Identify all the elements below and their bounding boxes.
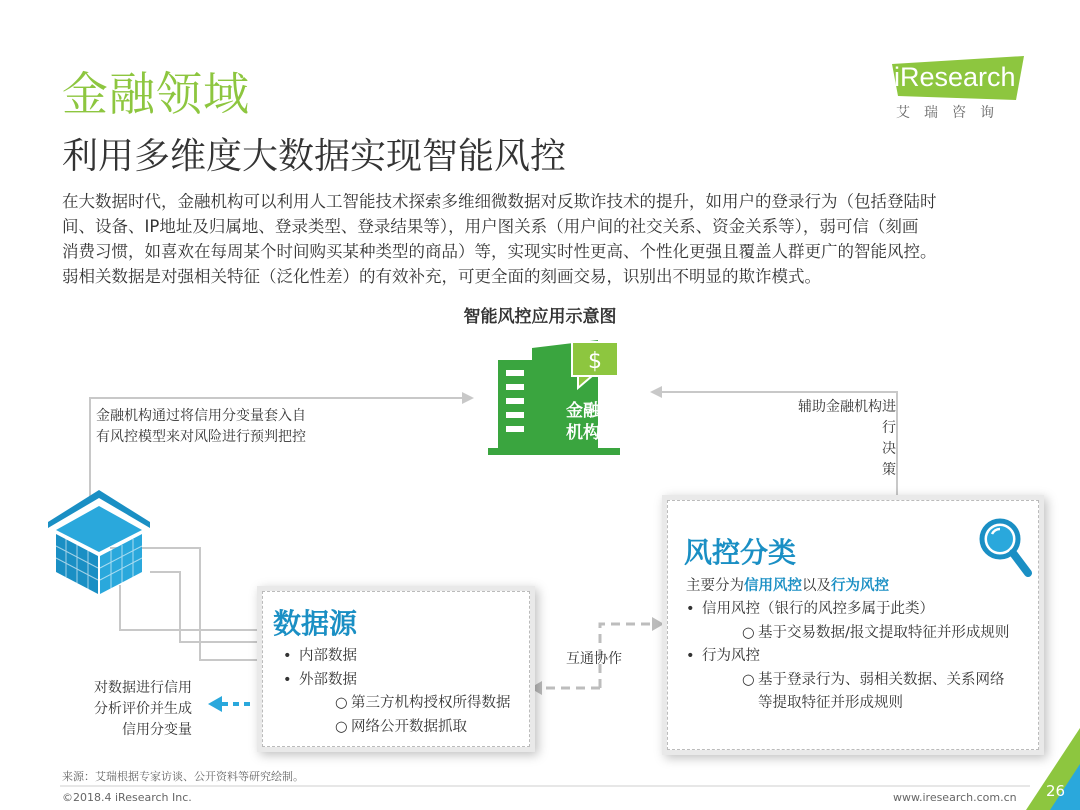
bullet: ○ [335,718,348,735]
copyright: ©2018.4 iResearch Inc. [62,791,192,804]
intro-line: 消费习惯，如喜欢在每周某个时间购买某种类型的商品）等，实现实时性更高、个性化更强且覆盖人群更广的智能风控。 [62,242,937,261]
bullet: • [283,671,292,688]
logo-tagline: 艾瑞咨询 [896,105,1008,121]
list-item-text: 第三方机构授权所得数据 [351,695,511,711]
list-item-text: 基于登录行为、弱相关数据、关系网络 [758,671,1005,688]
bullet: • [686,601,695,617]
bullet: ○ [335,695,348,711]
intro-line: 弱相关数据是对强相关特征（泛化性差）的有效补充，可更全面的刻画交易，识别出不明显的欺诈模式。 [62,267,821,286]
list-item-text: 基于交易数据/报文提取特征并形成规则 [758,624,1010,641]
note-line: 有风控模型来对风险进行预判把控 [96,429,306,445]
list-item-text: 外部数据 [299,671,357,688]
bullet: ○ [742,624,755,641]
risk-intro-text: 以及 [802,578,831,594]
list-item-text: 行为风控 [702,648,760,664]
risk-intro-highlight: 信用风控 [744,578,802,594]
list-item-text: 内部数据 [299,648,357,664]
bullet: ○ [742,671,755,688]
note-line: 信用分变量 [122,722,192,738]
page-number: 26 [1046,782,1066,800]
note-line: 对数据进行信用 [94,680,192,696]
list-item-text: 信用风控（银行的风控多属于此类） [702,601,934,617]
note-line: 金融机构通过将信用分变量套入自 [96,408,306,424]
diagram-title: 智能风控应用示意图 [463,307,617,327]
list-item-text: 等提取特征并形成规则 [758,695,903,711]
risk-intro-text: 主要分为 [686,578,744,594]
risk-intro-highlight: 行为风控 [831,578,889,594]
note-line: 策 [882,462,896,478]
note-line: 分析评价并生成 [94,701,192,717]
page-title: 金融领域 [62,67,250,121]
bullet: • [686,648,695,664]
institution-label-line: 金融 [566,401,600,421]
source-note: 来源：艾瑞根据专家访谈、公开资料等研究绘制。 [62,770,304,783]
logo-brand: iResearch [894,62,1016,92]
institution-label-line: 机构 [566,423,600,443]
page-subtitle: 利用多维度大数据实现智能风控 [62,136,567,177]
note-line: 辅助金融机构进 [798,399,896,415]
dollar-icon: $ [588,349,602,374]
data-source-title: 数据源 [273,607,358,640]
note-line: 决 [882,441,896,457]
website-url: www.iresearch.com.cn [893,791,1017,804]
risk-class-title: 风控分类 [684,536,797,569]
mutual-label: 互通协作 [566,651,622,667]
intro-line: 间、设备、IP地址及归属地、登录类型、登录结果等），用户图关系（用户间的社交关系、资金关系等），弱可信（刻画 [62,217,919,236]
intro-line: 在大数据时代，金融机构可以利用人工智能技术探索多维细微数据对反欺诈技术的提升，如用户的登录行为（包括登陆时 [62,192,937,211]
list-item-text: 网络公开数据抓取 [351,718,467,735]
bullet: • [283,648,292,664]
note-line: 行 [882,420,896,436]
